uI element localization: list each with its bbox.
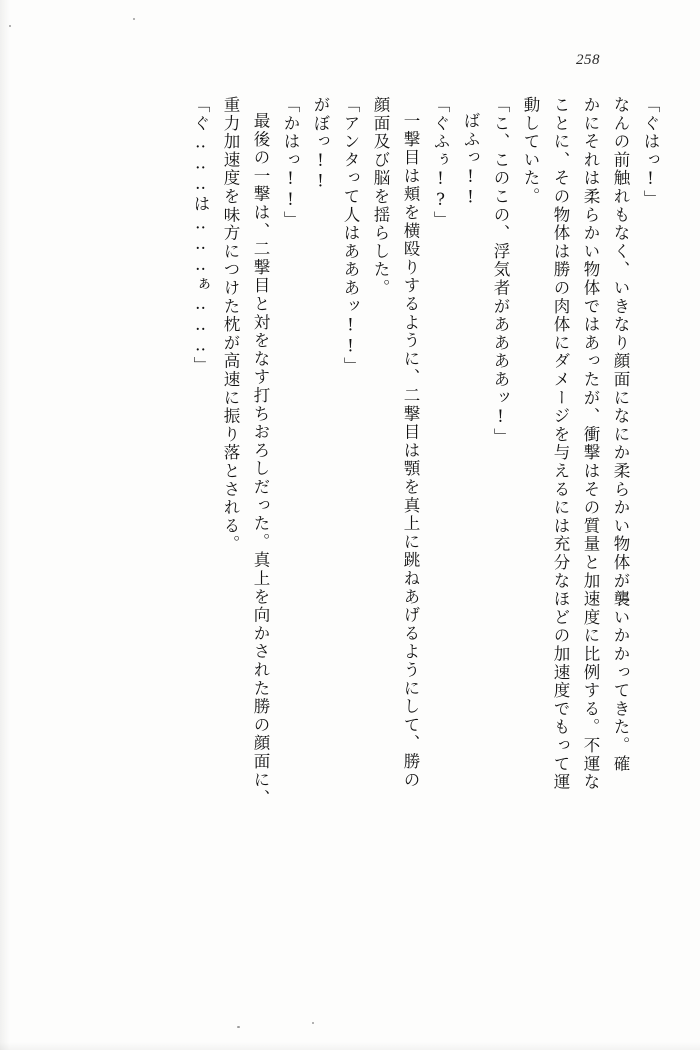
text-column: 顔面及び脳を揺らした。 [371, 96, 390, 298]
text-column: 一撃目は頬を横殴りするように、二撃目は顎を真上に跳ねあげるようにして、勝の [401, 112, 420, 790]
text-column: かにそれは柔らかい物体ではあったが、衝撃はその質量と加速度に比例する。不運な [581, 96, 600, 792]
scan-edge-bottom [0, 1042, 700, 1050]
text-column: がぼっ!! [311, 96, 330, 193]
text-column: 「ぐはっ!」 [641, 96, 660, 209]
text-column: 動していた。 [521, 96, 540, 206]
text-column: 「かはっ!!」 [281, 96, 300, 230]
text-column: 「こ、このこの、浮気者がああああッ!」 [491, 96, 510, 447]
text-column: 「アンタって人はあああッ!!」 [341, 96, 360, 376]
text-column: 最後の一撃は、二撃目と対をなす打ちおろしだった。真上を向かされた勝の顔面に、 [251, 112, 270, 808]
text-column: なんの前触れもなく、いきなり顔面になにか柔らかい物体が襲いかかってきた。確 [611, 96, 630, 774]
text-column: ばふっ!! [461, 112, 480, 209]
scan-speck [9, 25, 11, 27]
page-number: 258 [576, 52, 600, 68]
scan-speck [133, 18, 135, 20]
scan-speck [237, 1026, 240, 1028]
vertical-text-body [42, 96, 658, 996]
scan-speck [312, 1022, 314, 1024]
scan-edge-left [0, 0, 10, 1050]
text-column: 重力加速度を味方につけた枕が高速に振り落とされる。 [221, 96, 240, 554]
text-column: 「ぐふぅ!?」 [431, 96, 450, 230]
text-column: ことに、その物体は勝の肉体にダメージを与えるには充分なほどの加速度でもって運 [551, 96, 570, 792]
text-column: 「ぐ‥‥‥は‥‥‥ぁ‥‥‥」 [191, 96, 210, 375]
